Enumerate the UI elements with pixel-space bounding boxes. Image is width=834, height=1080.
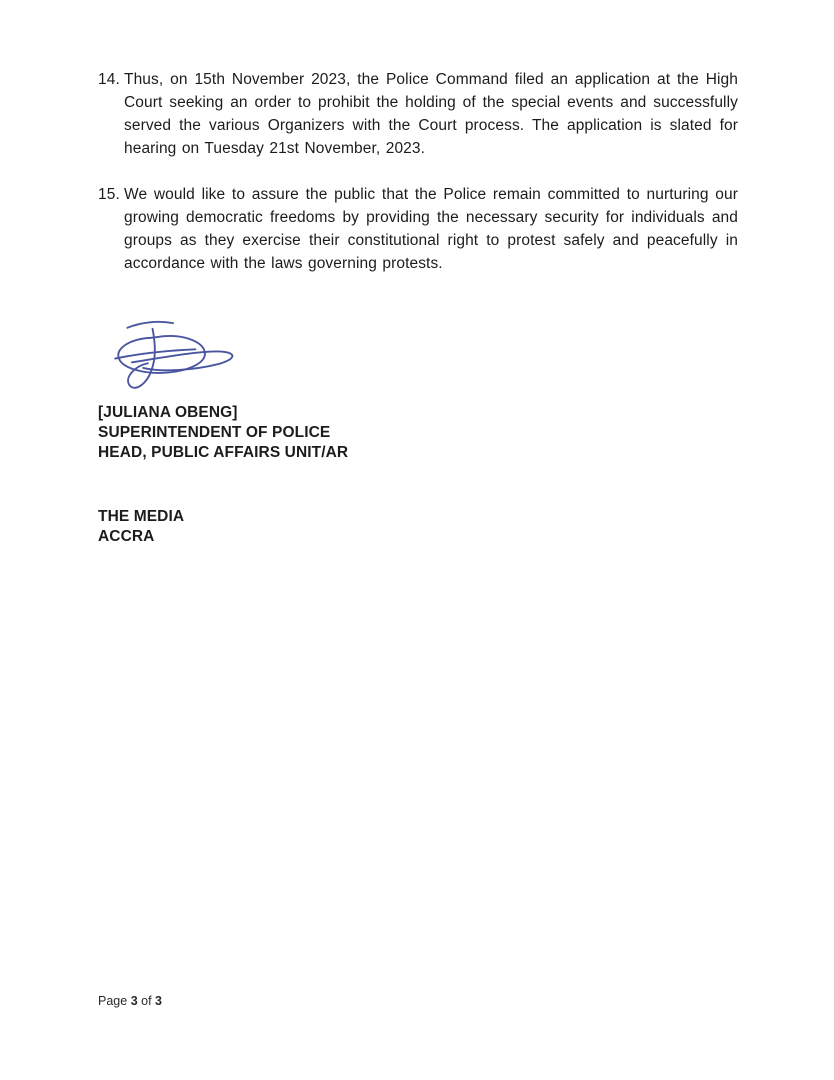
paragraph-15-text: We would like to assure the public that the Police remain committed to nurturing our growing democratic freedoms by providing the necessary security for individuals and groups as they exercise their constitutional right to protest safely and peacefully in accordance with the laws governing protests. [124,186,738,272]
paragraph-14-text: Thus, on 15th November 2023, the Police Command filed an application at the High Court seeking an order to prohibit the holding of the special events and successfully served the various Organizers with the Court process. The application is slated for hearing on Tuesday 21st November, 2023. [124,71,738,157]
signature-block [104,305,738,401]
footer-page-number: 3 [130,994,138,1008]
footer-total-pages: 3 [155,994,162,1008]
paragraph-14-number: 14. [98,71,120,88]
signatory-block [98,403,738,463]
signatory-rank: SUPERINTENDENT OF POLICE [98,424,331,441]
signatory-title: HEAD, PUBLIC AFFAIRS UNIT/AR [98,444,349,461]
footer-of-label: of [141,994,152,1008]
signatory-name: [JULIANA OBENG] [98,404,238,421]
page-footer [98,994,162,1008]
distribution-location: ACCRA [98,528,155,545]
distribution-recipient: THE MEDIA [98,508,185,525]
paragraph-15 [98,183,738,275]
distribution-block [98,507,738,547]
paragraph-15-number: 15. [98,186,120,203]
handwritten-signature-icon [104,305,244,401]
footer-page-label: Page [98,994,128,1008]
paragraph-14 [98,68,738,160]
